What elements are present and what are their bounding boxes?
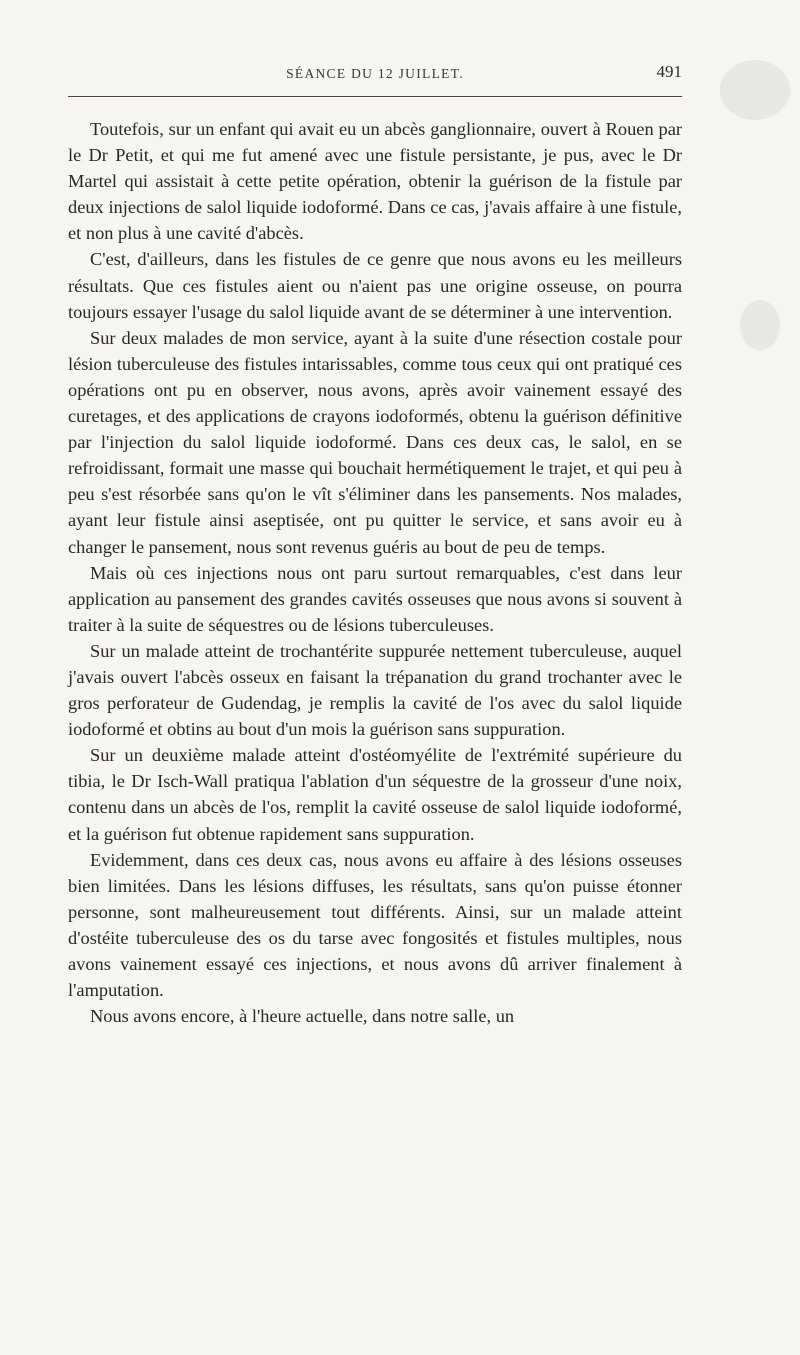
paragraph: Sur deux malades de mon service, ayant à la suite d'une résection costale pour lésion tuberculeuse des fistules intarissables, comme tous ceux qui ont pratiqué ces opérations ont pu en observer, nous avons, après avoir vainement essayé des curetages, et des applications de crayons iodoformés, obtenu la guérison définitive par l'injection du salol liquide iodoformé. Dans ces deux cas, le salol, en se refroidissant, formait une masse qui bouchait hermétiquement le trajet, et qui peu à peu s'est résorbée sans qu'on le vît s'éliminer dans les pansements. Nos malades, ayant leur fistule ainsi aseptisée, ont pu quitter le service, et sans avoir eu à changer le pansement, nous sont revenus guéris au bout de peu de temps. xyxy=(68,327,682,557)
paragraph: Toutefois, sur un enfant qui avait eu un abcès ganglionnaire, ouvert à Rouen par le Dr Petit, et qui me fut amené avec une fistule persistante, je pus, avec le Dr Martel qui assistait à cette petite opération, obtenir la guérison de la fistule par deux injections de salol liquide iodoformé. Dans ce cas, j'avais affaire à une fistule, et non plus à une cavité d'abcès. xyxy=(68,119,682,244)
paper-stain xyxy=(740,300,780,350)
running-head: SÉANCE DU 12 JUILLET. xyxy=(286,66,464,81)
paragraph: Mais où ces injections nous ont paru surtout remarquables, c'est dans leur application au pansement des grandes cavités osseuses que nous avons si souvent à traiter à la suite de séquestres ou de lésions tuberculeuses. xyxy=(68,562,682,635)
body-text xyxy=(68,116,682,1029)
page-header xyxy=(68,60,682,90)
paragraph: Nous avons encore, à l'heure actuelle, dans notre salle, un xyxy=(90,1006,515,1027)
paper-stain xyxy=(720,60,790,120)
paragraph: Sur un malade atteint de trochantérite suppurée nettement tuberculeuse, auquel j'avais ouvert l'abcès osseux en faisant la trépanation du grand trochanter avec le gros perforateur de Gudendag, je remplis la cavité de l'os avec du salol liquide iodoformé et obtins au bout d'un mois la guérison sans suppuration. xyxy=(68,640,682,740)
paragraph: Evidemment, dans ces deux cas, nous avons eu affaire à des lésions osseuses bien limitées. Dans les lésions diffuses, les résultats, sans qu'on puisse étonner personne, sont malheureusement tout différents. Ainsi, sur un malade atteint d'ostéite tuberculeuse des os du tarse avec fongosités et fistules multiples, nous avons vainement essayé ces injections, et nous avons dû arriver finalement à l'amputation. xyxy=(68,849,682,1001)
header-rule xyxy=(68,96,682,97)
paragraph: C'est, d'ailleurs, dans les fistules de ce genre que nous avons eu les meilleurs résultats. Que ces fistules aient ou n'aient pas une origine osseuse, on pourra toujours essayer l'usage du salol liquide avant de se déterminer à une intervention. xyxy=(68,249,682,322)
page-number: 491 xyxy=(656,62,682,81)
paragraph: Sur un deuxième malade atteint d'ostéomyélite de l'extrémité supérieure du tibia, le Dr Isch-Wall pratiqua l'ablation d'un séquestre de la grosseur d'une noix, contenu dans un abcès de l'os, remplit la cavité osseuse de salol liquide iodoformé, et la guérison fut obtenue rapidement sans suppuration. xyxy=(68,745,682,844)
